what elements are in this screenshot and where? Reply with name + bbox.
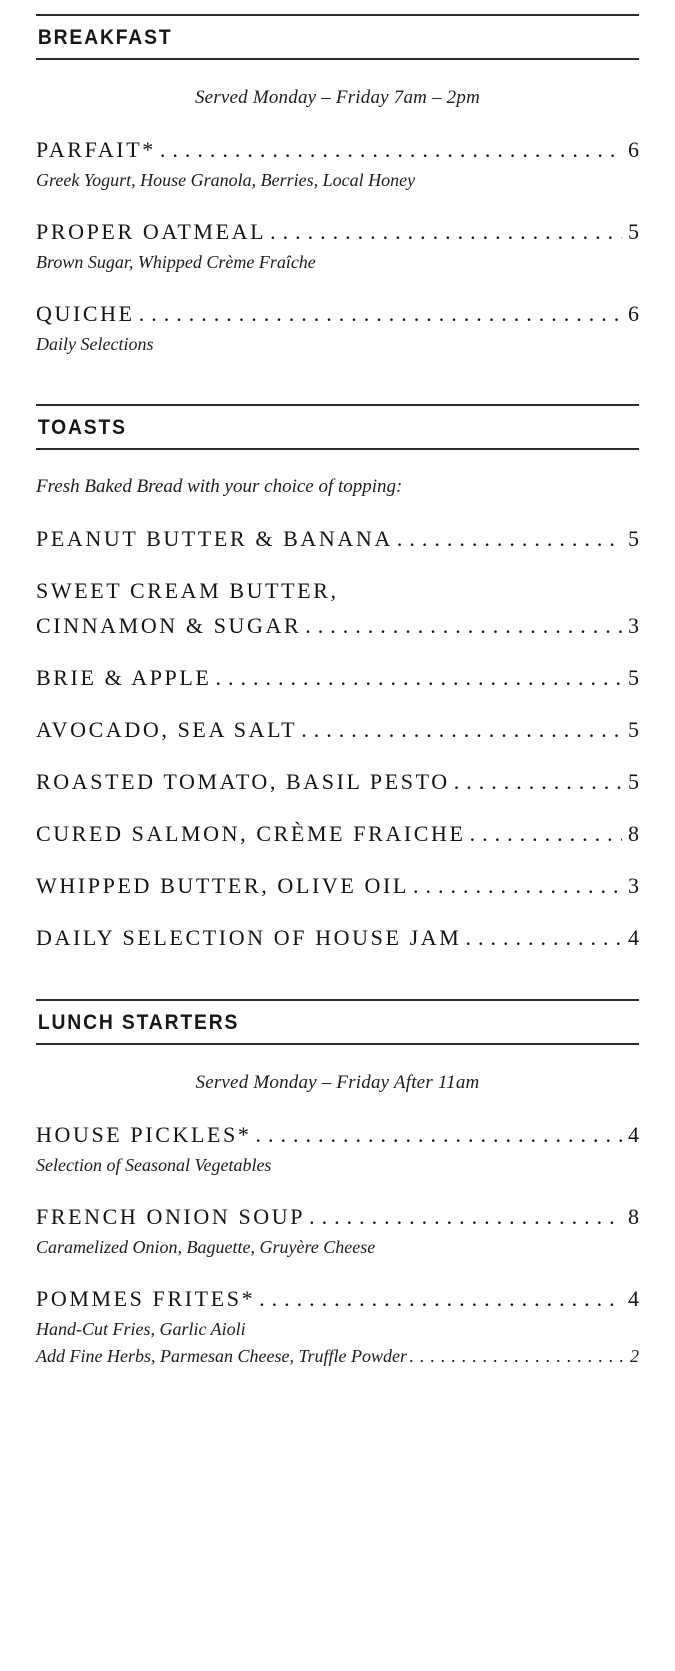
section-spacer — [36, 951, 639, 985]
menu-section-lunch-starters — [36, 999, 639, 1366]
menu-item-price: 5 — [628, 717, 639, 743]
menu-item[interactable] — [36, 665, 639, 691]
menu-item-row — [36, 821, 639, 847]
section-header-toasts — [36, 404, 639, 450]
menu-item[interactable] — [36, 717, 639, 743]
menu-item-row — [36, 219, 639, 245]
menu-item-price: 5 — [628, 769, 639, 795]
menu-item-list — [36, 526, 639, 951]
menu-item-row — [36, 613, 639, 639]
menu-item-addon-price: 2 — [630, 1345, 639, 1366]
menu-item-row — [36, 526, 639, 552]
menu-item[interactable] — [36, 219, 639, 275]
menu-item-row — [36, 769, 639, 795]
menu-item-row — [36, 925, 639, 951]
menu-item[interactable] — [36, 301, 639, 357]
dot-leader — [454, 771, 622, 793]
menu-item-row — [36, 665, 639, 691]
menu-section-toasts — [36, 404, 639, 951]
menu-item-list — [36, 1122, 639, 1366]
dot-leader — [259, 1288, 622, 1310]
section-header-breakfast — [36, 14, 639, 60]
menu-item-name: WHIPPED BUTTER, OLIVE OIL — [36, 873, 409, 899]
section-header-lunch-starters — [36, 999, 639, 1045]
menu-item[interactable] — [36, 873, 639, 899]
menu-item-price: 4 — [628, 1285, 639, 1311]
menu-item-price: 6 — [628, 300, 639, 326]
menu-item-price: 3 — [628, 613, 639, 639]
menu-item-row — [36, 1204, 639, 1230]
menu-item-price: 5 — [628, 526, 639, 552]
menu-item-name: CURED SALMON, CRÈME FRAICHE — [36, 821, 466, 847]
menu-item-row — [36, 873, 639, 899]
menu-item-addon[interactable] — [36, 1346, 639, 1367]
section-served-note: Served Monday – Friday 7am – 2pm — [194, 87, 480, 108]
dot-leader — [397, 528, 622, 550]
menu-item[interactable] — [36, 1286, 639, 1367]
menu-item-row — [36, 1286, 639, 1312]
dot-leader — [301, 719, 622, 741]
menu-item-name: BRIE & APPLE — [36, 665, 212, 691]
section-rule-bottom — [36, 58, 639, 60]
menu-item-name: PROPER OATMEAL — [36, 218, 267, 244]
menu-item[interactable] — [36, 821, 639, 847]
menu-item-name: POMMES FRITES* — [36, 1285, 256, 1311]
menu-item-name: PEANUT BUTTER & BANANA — [36, 526, 393, 552]
menu-item-name: AVOCADO, SEA SALT — [36, 717, 298, 743]
menu-item-row — [36, 301, 639, 327]
menu-item-row — [36, 1122, 639, 1148]
menu-item[interactable] — [36, 1204, 639, 1260]
menu-item-price: 6 — [628, 137, 639, 162]
dot-leader — [409, 1347, 625, 1365]
menu-item-name: DAILY SELECTION OF HOUSE JAM — [36, 925, 462, 951]
section-rule-bottom — [36, 1043, 639, 1045]
menu-item-name: PARFAIT* — [36, 137, 156, 162]
dot-leader — [255, 1124, 622, 1146]
menu-item-price: 4 — [628, 925, 639, 951]
menu-section-breakfast — [36, 14, 639, 356]
dot-leader — [413, 875, 622, 897]
section-spacer — [36, 356, 639, 390]
menu-item-list — [36, 137, 639, 356]
section-rule-bottom — [36, 448, 639, 450]
menu-item-description: Greek Yogurt, House Granola, Berries, Local Honey — [36, 170, 416, 190]
dot-leader — [309, 1206, 622, 1228]
menu-item-description: Caramelized Onion, Baguette, Gruyère Cheese — [36, 1237, 376, 1257]
dot-leader — [465, 927, 622, 949]
menu-item-price: 3 — [628, 873, 639, 899]
menu-item-row — [36, 717, 639, 743]
menu-page — [0, 14, 675, 1671]
dot-leader — [215, 667, 622, 689]
dot-leader — [139, 303, 622, 325]
menu-item-row — [36, 137, 639, 163]
menu-item-name: QUICHE — [36, 300, 135, 326]
section-title: BREAKFAST — [37, 26, 173, 49]
section-title: TOASTS — [37, 416, 127, 440]
menu-item[interactable] — [36, 137, 639, 193]
menu-item[interactable] — [36, 1122, 639, 1178]
menu-item-description: Hand-Cut Fries, Garlic Aioli — [36, 1318, 246, 1339]
menu-item-price: 8 — [628, 821, 639, 847]
menu-item[interactable] — [36, 925, 639, 951]
menu-item-name-line1: SWEET CREAM BUTTER, — [36, 578, 339, 604]
section-title: LUNCH STARTERS — [37, 1011, 240, 1035]
section-served-note: Served Monday – Friday After 11am — [195, 1072, 480, 1094]
dot-leader — [270, 221, 622, 243]
dot-leader — [470, 823, 622, 845]
menu-item-description: Daily Selections — [36, 333, 154, 354]
menu-item-price: 4 — [628, 1122, 639, 1148]
menu-item-name: ROASTED TOMATO, BASIL PESTO — [36, 769, 450, 795]
dot-leader — [160, 139, 622, 161]
menu-item[interactable] — [36, 769, 639, 795]
menu-item-name: CINNAMON & SUGAR — [36, 613, 302, 639]
menu-item-price: 5 — [628, 218, 639, 244]
menu-item-addon-text: Add Fine Herbs, Parmesan Cheese, Truffle Powder — [36, 1345, 407, 1366]
menu-item-price: 5 — [628, 665, 639, 691]
dot-leader — [305, 615, 622, 637]
section-intro-note: Fresh Baked Bread with your choice of topping: — [36, 476, 403, 498]
menu-item-description: Brown Sugar, Whipped Crème Fraîche — [36, 251, 316, 272]
menu-item[interactable] — [36, 526, 639, 552]
menu-item-name: FRENCH ONION SOUP — [36, 1204, 306, 1229]
menu-item-name: HOUSE PICKLES* — [36, 1122, 252, 1148]
menu-item-price: 8 — [628, 1204, 639, 1229]
menu-item-description: Selection of Seasonal Vegetables — [36, 1155, 272, 1176]
menu-item[interactable] — [36, 578, 639, 639]
